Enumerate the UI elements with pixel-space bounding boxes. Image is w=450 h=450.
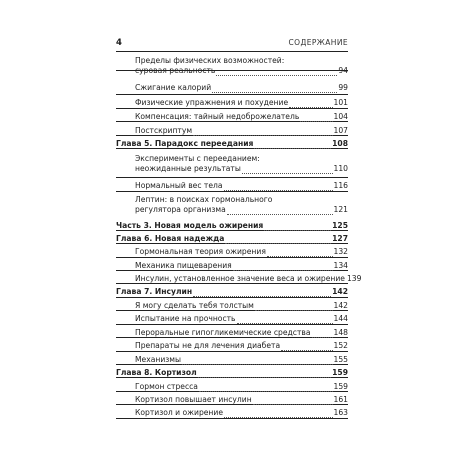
- entry-title: Механика пищеварения: [135, 261, 232, 270]
- entry-title: Постскриптум: [135, 126, 193, 135]
- entry-title: неожиданные результаты: [135, 164, 241, 173]
- entry-page-number: 155: [333, 355, 348, 364]
- toc-entry: [135, 56, 348, 76]
- toc-entry: [135, 301, 348, 311]
- entry-title: Глава 7. Инсулин: [116, 287, 193, 296]
- entry-page-number: 142: [333, 301, 348, 310]
- dot-leader: [182, 357, 332, 365]
- entry-separator: [116, 177, 348, 178]
- entry-page-number: 107: [333, 126, 348, 135]
- entry-page-number: 116: [333, 181, 348, 190]
- entry-title: Испытание на прочность: [135, 314, 236, 323]
- toc-entry: [135, 195, 348, 215]
- entry-page-number: 163: [333, 408, 348, 417]
- dot-leader: [264, 223, 331, 231]
- dot-leader: [254, 141, 331, 149]
- entry-page-number: 139: [346, 274, 362, 283]
- page-number: 4: [116, 38, 122, 48]
- entry-title: регулятора организма: [135, 205, 226, 214]
- entry-title: Кортизол повышает инсулин: [135, 395, 252, 404]
- entry-separator: [116, 351, 348, 352]
- entry-title: Глава 6. Новая надежда: [116, 234, 225, 243]
- dot-leader: [193, 128, 332, 136]
- dot-leader: [227, 207, 333, 215]
- dot-leader: [242, 166, 333, 174]
- toc-entry: [135, 126, 348, 136]
- toc-entry: [135, 181, 348, 191]
- toc-entry: [135, 274, 362, 284]
- dot-leader: [281, 343, 332, 351]
- entry-title: Сжигание калорий: [135, 83, 212, 92]
- toc-heading-entry: [116, 234, 348, 244]
- entry-title: Глава 8. Кортизол: [116, 368, 197, 377]
- entry-page-number: 142: [332, 287, 348, 296]
- entry-page-number: 161: [333, 395, 348, 404]
- dot-leader: [199, 384, 333, 392]
- entry-page-number: 104: [333, 112, 348, 121]
- toc-heading-entry: [116, 139, 348, 149]
- entry-title: Компенсация: тайный недоброжелатель: [135, 112, 300, 121]
- entry-page-number: 148: [333, 328, 348, 337]
- dot-leader: [224, 410, 332, 418]
- entry-title: Физические упражнения и похудение: [135, 98, 289, 107]
- entry-separator: [116, 324, 348, 325]
- entry-separator: [116, 297, 348, 298]
- toc-entry: [135, 395, 348, 405]
- dot-leader: [233, 263, 333, 271]
- entry-page-number: 94: [338, 66, 348, 75]
- entry-page-number: 108: [332, 139, 348, 148]
- toc-entry: [135, 355, 348, 365]
- entry-page-number: 144: [333, 314, 348, 323]
- entry-title: суровая реальность: [135, 66, 216, 75]
- dot-leader: [216, 68, 337, 76]
- entry-page-number: 132: [333, 247, 348, 256]
- toc-heading-entry: [116, 221, 348, 231]
- toc-entry: [135, 98, 348, 108]
- toc-entry: [135, 408, 348, 418]
- entry-title: Часть 3. Новая модель ожирения: [116, 221, 264, 230]
- toc-entry: [135, 328, 348, 338]
- toc-entry: [135, 83, 348, 93]
- entry-page-number: 101: [333, 98, 348, 107]
- entry-title-first-line: Эксперименты с перееданием:: [135, 154, 260, 163]
- dot-leader: [267, 249, 333, 257]
- dot-leader: [255, 303, 333, 311]
- toc-entry: [135, 154, 348, 174]
- entry-title: Нормальный вес тела: [135, 181, 223, 190]
- dot-leader: [224, 183, 333, 191]
- entry-title-first-line: Пределы физических возможностей:: [135, 56, 285, 65]
- entry-title: Механизмы: [135, 355, 182, 364]
- dot-leader: [253, 397, 333, 405]
- entry-title: Глава 5. Парадокс переедания: [116, 139, 254, 148]
- running-title: СОДЕРЖАНИЕ: [288, 38, 348, 47]
- entry-title: Гормональная теория ожирения: [135, 247, 266, 256]
- entry-separator: [116, 418, 348, 419]
- entry-separator: [116, 191, 348, 192]
- entry-page-number: 159: [332, 368, 348, 377]
- toc-heading-entry: [116, 368, 348, 378]
- dot-leader: [312, 330, 333, 338]
- entry-title: Пероральные гипогликемические средства: [135, 328, 311, 337]
- dot-leader: [289, 100, 332, 108]
- toc-heading-entry: [116, 287, 348, 297]
- entry-page-number: 125: [332, 221, 348, 230]
- dot-leader: [300, 114, 332, 122]
- entry-title: Препараты не для лечения диабета: [135, 341, 281, 350]
- toc-entry: [135, 341, 348, 351]
- entry-page-number: 121: [333, 205, 348, 214]
- entry-page-number: 134: [333, 261, 348, 270]
- entry-page-number: 99: [338, 83, 348, 92]
- dot-leader: [237, 316, 333, 324]
- toc-entry: [135, 247, 348, 257]
- entry-separator: [116, 257, 348, 258]
- dot-leader: [198, 370, 331, 378]
- toc-entry: [135, 382, 348, 392]
- entry-title: Я могу сделать тебя толстым: [135, 301, 254, 310]
- toc-entry: [135, 314, 348, 324]
- entry-title-first-line: Лептин: в поисках гормонального: [135, 195, 273, 204]
- dot-leader: [225, 236, 331, 244]
- entry-page-number: 127: [332, 234, 348, 243]
- entry-page-number: 152: [333, 341, 348, 350]
- dot-leader: [212, 85, 337, 93]
- entry-page-number: 159: [333, 382, 348, 391]
- toc-entry: [135, 261, 348, 271]
- entry-separator: [116, 94, 348, 95]
- dot-leader: [193, 289, 331, 297]
- toc-entry: [135, 112, 348, 122]
- entry-title: Инсулин, установленное значение веса и ожирение: [135, 274, 345, 283]
- entry-title: Гормон стресса: [135, 382, 198, 391]
- entry-page-number: 110: [333, 164, 348, 173]
- entry-separator: [116, 108, 348, 109]
- entry-title: Кортизол и ожирение: [135, 408, 224, 417]
